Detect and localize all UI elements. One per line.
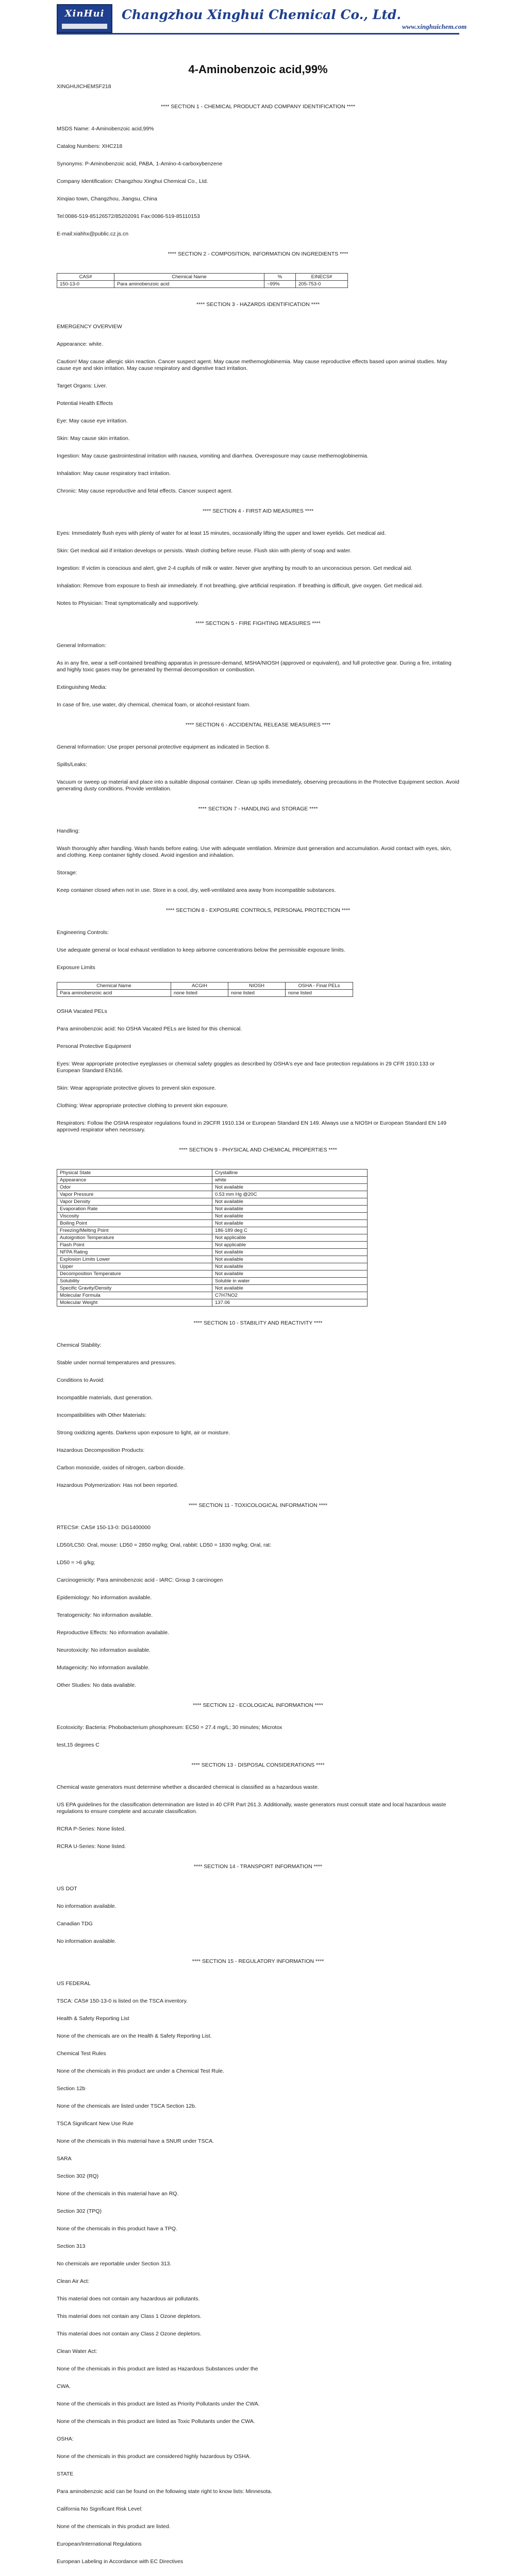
table-cell: Viscosity (57, 1213, 212, 1220)
paragraph: None of the chemicals in this product are listed as Hazardous Substances under the (57, 2366, 258, 2372)
table-row (57, 1285, 368, 1292)
paragraph: Incompatibilities with Other Materials: (57, 1412, 146, 1418)
paragraph: None of the chemicals are listed under TSCA Section 12b. (57, 2103, 196, 2109)
table-row (57, 1213, 368, 1220)
paragraph: TSCA Significant New Use Rule (57, 2121, 134, 2127)
section-heading: **** SECTION 4 - FIRST AID MEASURES **** (202, 508, 314, 514)
paragraph: None of the chemicals in this product have a TPQ. (57, 2226, 177, 2232)
paragraph: Keep container closed when not in use. Store in a cool, dry, well-ventilated area away from incompatible substances. (57, 887, 336, 893)
paragraph: Section 313 (57, 2243, 86, 2249)
table-row (57, 281, 348, 288)
table-cell: NFPA Rating (57, 1249, 212, 1256)
paragraph: Exposure Limits (57, 964, 95, 971)
paragraph: Incompatible materials, dust generation. (57, 1395, 153, 1401)
table-row (57, 1292, 368, 1299)
paragraph: Eyes: Wear appropriate protective eyeglasses or chemical safety goggles as described by OSHA's eye and face protection regulations in 29 CFR 1910.133 or European Standard EN166. (57, 1061, 435, 1074)
paragraph: LD50 = >6 g/kg; (57, 1560, 95, 1566)
paragraph: Clean Water Act: (57, 2348, 97, 2354)
paragraph: In case of fire, use water, dry chemical, chemical foam, or alcohol-resistant foam. (57, 702, 251, 708)
data-table (57, 1169, 368, 1307)
table-header-cell: NIOSH (228, 982, 286, 990)
table-cell: Autoignition Temperature (57, 1234, 212, 1242)
paragraph: Canadian TDG (57, 1921, 93, 1927)
paragraph: Epidemiology: No information available. (57, 1595, 152, 1601)
table-header-cell: Chemical Name (114, 274, 264, 281)
table-cell: Odor (57, 1184, 212, 1191)
table-cell: Boiling Point (57, 1220, 212, 1227)
paragraph: Stable under normal temperatures and pressures. (57, 1360, 176, 1366)
table-cell: Not applicable (212, 1234, 368, 1242)
table-row (57, 1256, 368, 1263)
paragraph: Inhalation: May cause respiratory tract irritation. (57, 470, 171, 477)
paragraph: Chemical waste generators must determine whether a discarded chemical is classified as a hazardous waste. (57, 1784, 319, 1790)
paragraph: Chemical Stability: (57, 1342, 102, 1348)
table-cell: 150-13-0 (57, 281, 114, 288)
site-header (0, 0, 516, 36)
paragraph: Synonyms: P-Aminobenzoic acid, PABA, 1-Amino-4-carboxybenzene (57, 161, 223, 167)
paragraph: Ingestion: May cause gastrointestinal irritation with nausea, vomiting and diarrhea. Overexposure may cause methemoglobinemia. (57, 453, 369, 459)
table-cell: Not applicable (212, 1242, 368, 1249)
paragraph: None of the chemicals in this material have an RQ. (57, 2191, 179, 2197)
paragraph: Para aminobenzoic acid can be found on the following state right to know lists: Minnesota. (57, 2488, 272, 2495)
table-row (57, 1234, 368, 1242)
table-cell: 137.06 (212, 1299, 368, 1307)
table-cell: Not available (212, 1270, 368, 1278)
table-cell: Soluble in water (212, 1278, 368, 1285)
table-row (57, 1278, 368, 1285)
section-heading: **** SECTION 2 - COMPOSITION, INFORMATION ON INGREDIENTS **** (168, 251, 348, 257)
paragraph: No information available. (57, 1938, 116, 1944)
section-heading: **** SECTION 12 - ECOLOGICAL INFORMATION **** (193, 1702, 323, 1708)
paragraph: Neurotoxicity: No information available. (57, 1647, 151, 1653)
table-row (57, 1242, 368, 1249)
table-cell: Not available (212, 1220, 368, 1227)
paragraph: Storage: (57, 870, 77, 876)
paragraph: This material does not contain any hazardous air pollutants. (57, 2296, 200, 2302)
paragraph: Eyes: Immediately flush eyes with plenty of water for at least 15 minutes, occasionally lifting the upper and lower eyelids. Get medical aid. (57, 530, 386, 536)
section-heading: **** SECTION 6 - ACCIDENTAL RELEASE MEASURES **** (185, 722, 331, 728)
paragraph: None of the chemicals in this product are listed. (57, 2523, 171, 2530)
table-cell: Not available (212, 1213, 368, 1220)
paragraph: Health & Safety Reporting List (57, 2015, 129, 2022)
paragraph: SARA (57, 2156, 72, 2162)
paragraph: OSHA Vacated PELs (57, 1008, 107, 1014)
paragraph: Chemical Test Rules (57, 2050, 106, 2057)
table-row (57, 990, 353, 997)
table-cell: C7H7NO2 (212, 1292, 368, 1299)
paragraph: Teratogenicity: No information available. (57, 1612, 153, 1618)
data-table (57, 273, 348, 288)
table-cell: Explosion Limits Lower (57, 1256, 212, 1263)
paragraph: Hazardous Decomposition Products: (57, 1447, 145, 1453)
table-cell: Appearance (57, 1177, 212, 1184)
website-link[interactable]: www.xinghuichem.com (402, 23, 467, 30)
section-heading: **** SECTION 11 - TOXICOLOGICAL INFORMATION **** (189, 1502, 327, 1509)
paragraph: Section 302 (RQ) (57, 2173, 99, 2179)
paragraph: No information available. (57, 1903, 116, 1909)
paragraph: RCRA P-Series: None listed. (57, 1826, 126, 1832)
paragraph: California No Significant Risk Level: (57, 2506, 143, 2512)
logo-text: XinHui (64, 8, 105, 19)
table-cell: Not available (212, 1184, 368, 1191)
table-cell: Not available (212, 1206, 368, 1213)
table-cell: Solubility (57, 1278, 212, 1285)
table-cell: Freezing/Melting Point (57, 1227, 212, 1234)
table-header-cell: EINECS# (296, 274, 348, 281)
paragraph: European Labeling in Accordance with EC Directives (57, 2558, 184, 2565)
table-row (57, 1227, 368, 1234)
table-cell: Flash Point (57, 1242, 212, 1249)
paragraph: Skin: Get medical aid if irritation develops or persists. Wash clothing before reuse. Flush skin with plenty of soap and water. (57, 548, 352, 554)
table-cell: Vapor Pressure (57, 1191, 212, 1198)
paragraph: Skin: May cause skin irritation. (57, 435, 130, 442)
paragraph: US DOT (57, 1886, 77, 1892)
paragraph: Para aminobenzoic acid: No OSHA Vacated PELs are listed for this chemical. (57, 1026, 242, 1032)
paragraph: RCRA U-Series: None listed. (57, 1843, 126, 1850)
paragraph: Carcinogenicity: Para aminobenzoic acid - IARC: Group 3 carcinogen (57, 1577, 223, 1583)
table-header-cell: CAS# (57, 274, 114, 281)
table-cell: Evaporation Rate (57, 1206, 212, 1213)
paragraph: Notes to Physician: Treat symptomatically and supportively. (57, 600, 199, 606)
paragraph: General Information: Use proper personal protective equipment as indicated in Section 8. (57, 744, 270, 750)
section-heading: **** SECTION 14 - TRANSPORT INFORMATION **** (194, 1863, 322, 1870)
company-name: Changzhou Xinghui Chemical Co., Ltd. (122, 7, 402, 22)
paragraph: Caution! May cause allergic skin reaction. Cancer suspect agent. May cause methemoglobinemia. May cause reproductive effects based upon animal studies. May cause eye and skin irritation. May cause respiratory and digestive tract irritation. (57, 359, 447, 371)
paragraph: Extinguishing Media: (57, 684, 107, 690)
table-row (57, 1206, 368, 1213)
section-heading: **** SECTION 9 - PHYSICAL AND CHEMICAL PROPERTIES **** (179, 1147, 337, 1153)
table-row (57, 1191, 368, 1198)
table-cell: Specific Gravity/Density (57, 1285, 212, 1292)
paragraph: Carbon monoxide, oxides of nitrogen, carbon dioxide. (57, 1465, 185, 1471)
paragraph: test,15 degrees C (57, 1742, 99, 1748)
data-table (57, 982, 353, 997)
document-id: XINGHUICHEMSF218 (57, 83, 111, 90)
paragraph: Section 12b (57, 2086, 86, 2092)
section-heading: **** SECTION 5 - FIRE FIGHTING MEASURES **** (195, 620, 321, 626)
paragraph: Reproductive Effects: No information available. (57, 1630, 170, 1636)
paragraph: Wash thoroughly after handling. Wash hands before eating. Use with adequate ventilation. Minimize dust generation and accumulation. Avoid contact with eyes, skin, and clothing. Keep container tightly closed. Avoid ingestion and inhalation. (57, 845, 452, 858)
table-header-cell: OSHA - Final PELs (286, 982, 353, 990)
paragraph: Inhalation: Remove from exposure to fresh air immediately. If not breathing, give artificial respiration. If breathing is difficult, give oxygen. Get medical aid. (57, 583, 423, 589)
paragraph: OSHA: (57, 2436, 74, 2442)
table-header-row (57, 274, 348, 281)
table-row (57, 1184, 368, 1191)
table-cell: Not available (212, 1249, 368, 1256)
header-divider (57, 33, 459, 35)
paragraph: Vacuum or sweep up material and place into a suitable disposal container. Clean up spills immediately, observing precautions in the Protective Equipment section. Avoid generating dusty conditions. Provide ventilation. (57, 779, 459, 792)
table-row (57, 1170, 368, 1177)
paragraph: Skin: Wear appropriate protective gloves to prevent skin exposure. (57, 1085, 217, 1091)
table-cell: none listed (228, 990, 286, 997)
paragraph: Handling: (57, 828, 80, 834)
table-row (57, 1299, 368, 1307)
paragraph: Chronic: May cause reproductive and fetal effects. Cancer suspect agent. (57, 488, 233, 494)
table-cell: Not available (212, 1263, 368, 1270)
table-row (57, 1220, 368, 1227)
table-header-row (57, 982, 353, 990)
section-heading: **** SECTION 15 - REGULATORY INFORMATION **** (192, 1958, 324, 1964)
paragraph: Company Identification: Changzhou Xinghui Chemical Co., Ltd. (57, 178, 208, 184)
paragraph: As in any fire, wear a self-contained breathing apparatus in pressure-demand, MSHA/NIOSH (approved or equivalent), and full protective gear. During a fire, irritating and highly toxic gases may be generated by thermal decomposition or combustion. (57, 660, 452, 673)
paragraph: Conditions to Avoid: (57, 1377, 105, 1383)
logo-stripe (62, 24, 107, 29)
table-header-cell: Chemical Name (57, 982, 171, 990)
paragraph: E-mail:xiahhx@public.cz.js.cn (57, 231, 129, 237)
paragraph: MSDS Name: 4-Aminobenzoic acid,99% (57, 126, 154, 132)
table-cell: 205-753-0 (296, 281, 348, 288)
section-heading: **** SECTION 10 - STABILITY AND REACTIVITY **** (193, 1320, 323, 1326)
paragraph: Engineering Controls: (57, 929, 109, 936)
paragraph: Respirators: Follow the OSHA respirator regulations found in 29CFR 1910.134 or European Standard EN 149. Always use a NIOSH or European Standard EN 149 approved respirator when necessary. (57, 1120, 446, 1133)
paragraph: RTECS#: CAS# 150-13-0: DG1400000 (57, 1524, 151, 1531)
paragraph: Ecotoxicity: Bacteria: Phobobacterium phosphoreum: EC50 = 27.4 mg/L; 30 minutes; Microtox (57, 1724, 282, 1731)
table-cell: white (212, 1177, 368, 1184)
paragraph: None of the chemicals in this product are listed as Toxic Pollutants under the CWA. (57, 2418, 255, 2425)
table-cell: none listed (286, 990, 353, 997)
paragraph: Hazardous Polymerization: Has not been reported. (57, 1482, 178, 1488)
paragraph: Mutagenicity: No information available. (57, 1665, 150, 1671)
paragraph: CWA. (57, 2383, 71, 2389)
paragraph: Tel:0086-519-85126572/85202091 Fax:0086-519-85110153 (57, 213, 200, 219)
table-row (57, 1270, 368, 1278)
table-cell: 186-189 deg C (212, 1227, 368, 1234)
table-header-cell: ACGIH (171, 982, 228, 990)
section-heading: **** SECTION 3 - HAZARDS IDENTIFICATION **** (196, 301, 320, 308)
table-cell: Molecular Weight (57, 1299, 212, 1307)
paragraph: Xinqiao town, Changzhou, Jiangsu, China (57, 196, 157, 202)
msds-content (57, 83, 459, 2576)
table-row (57, 1249, 368, 1256)
section-heading: **** SECTION 8 - EXPOSURE CONTROLS, PERSONAL PROTECTION **** (165, 907, 351, 913)
paragraph: US EPA guidelines for the classification determination are listed in 40 CFR Part 261.3. Additionally, waste generators must consult state and local hazardous waste regulations to ensure complete and accurate classification. (57, 1802, 446, 1815)
table-cell: Upper (57, 1263, 212, 1270)
table-row (57, 1177, 368, 1184)
paragraph: This material does not contain any Class 1 Ozone depletors. (57, 2313, 202, 2319)
table-cell: none listed (171, 990, 228, 997)
table-cell: Crystalline (212, 1170, 368, 1177)
paragraph: Catalog Numbers: XHC218 (57, 143, 123, 149)
paragraph: Strong oxidizing agents. Darkens upon exposure to light, air or moisture. (57, 1430, 230, 1436)
section-heading: **** SECTION 7 - HANDLING and STORAGE **** (198, 806, 318, 812)
page-title: 4-Aminobenzoic acid,99% (188, 63, 328, 76)
paragraph: Section 302 (TPQ) (57, 2208, 102, 2214)
section-heading: **** SECTION 1 - CHEMICAL PRODUCT AND COMPANY IDENTIFICATION **** (161, 104, 355, 110)
company-logo[interactable] (57, 4, 112, 33)
paragraph: Target Organs: Liver. (57, 383, 107, 389)
paragraph: Personal Protective Equipment (57, 1043, 131, 1049)
table-cell: Not available (212, 1285, 368, 1292)
section-heading: **** SECTION 13 - DISPOSAL CONSIDERATIONS **** (191, 1762, 325, 1768)
paragraph: Use adequate general or local exhaust ventilation to keep airborne concentrations below the permissible exposure limits. (57, 947, 345, 953)
table-cell: Molecular Formula (57, 1292, 212, 1299)
paragraph: Other Studies: No data available. (57, 1682, 137, 1688)
paragraph: LD50/LC50: Oral, mouse: LD50 = 2850 mg/kg; Oral, rabbit: LD50 = 1830 mg/kg; Oral, rat: (57, 1542, 272, 1548)
paragraph: Clean Air Act: (57, 2278, 90, 2284)
paragraph: TSCA: CAS# 150-13-0 is listed on the TSCA inventory. (57, 1998, 188, 2004)
table-row (57, 1198, 368, 1206)
paragraph: No chemicals are reportable under Section 313. (57, 2261, 172, 2267)
paragraph: Potential Health Effects (57, 400, 113, 406)
paragraph: None of the chemicals are on the Health & Safety Reporting List. (57, 2033, 212, 2039)
paragraph: Clothing: Wear appropriate protective clothing to prevent skin exposure. (57, 1103, 229, 1109)
paragraph: Eye: May cause eye irritation. (57, 418, 128, 424)
paragraph: None of the chemicals in this material have a SNUR under TSCA. (57, 2138, 214, 2144)
table-cell: 0.53 mm Hg @20C (212, 1191, 368, 1198)
paragraph: This material does not contain any Class 2 Ozone depletors. (57, 2331, 202, 2337)
paragraph: General Information: (57, 642, 106, 649)
table-cell: Not available (212, 1256, 368, 1263)
paragraph: None of the chemicals in this product are considered highly hazardous by OSHA. (57, 2453, 251, 2460)
paragraph: European/International Regulations (57, 2541, 142, 2547)
paragraph: None of the chemicals in this product are under a Chemical Test Rule. (57, 2068, 224, 2074)
paragraph: Spills/Leaks: (57, 761, 87, 768)
paragraph: EMERGENCY OVERVIEW (57, 324, 122, 330)
table-cell: Not available (212, 1198, 368, 1206)
table-header-cell: % (264, 274, 296, 281)
table-row (57, 1263, 368, 1270)
table-cell: ~99% (264, 281, 296, 288)
table-cell: Physical State (57, 1170, 212, 1177)
table-cell: Para aminobenzoic acid (114, 281, 264, 288)
paragraph: STATE (57, 2471, 74, 2477)
table-cell: Para aminobenzoic acid (57, 990, 171, 997)
paragraph: US FEDERAL (57, 1980, 91, 1987)
paragraph: Ingestion: If victim is conscious and alert, give 2-4 cupfuls of milk or water. Never give anything by mouth to an unconscious person. Get medical aid. (57, 565, 412, 571)
paragraph: Appearance: white. (57, 341, 103, 347)
table-cell: Vapor Density (57, 1198, 212, 1206)
paragraph: None of the chemicals in this product are listed as Priority Pollutants under the CWA. (57, 2401, 260, 2407)
table-cell: Decomposition Temperature (57, 1270, 212, 1278)
